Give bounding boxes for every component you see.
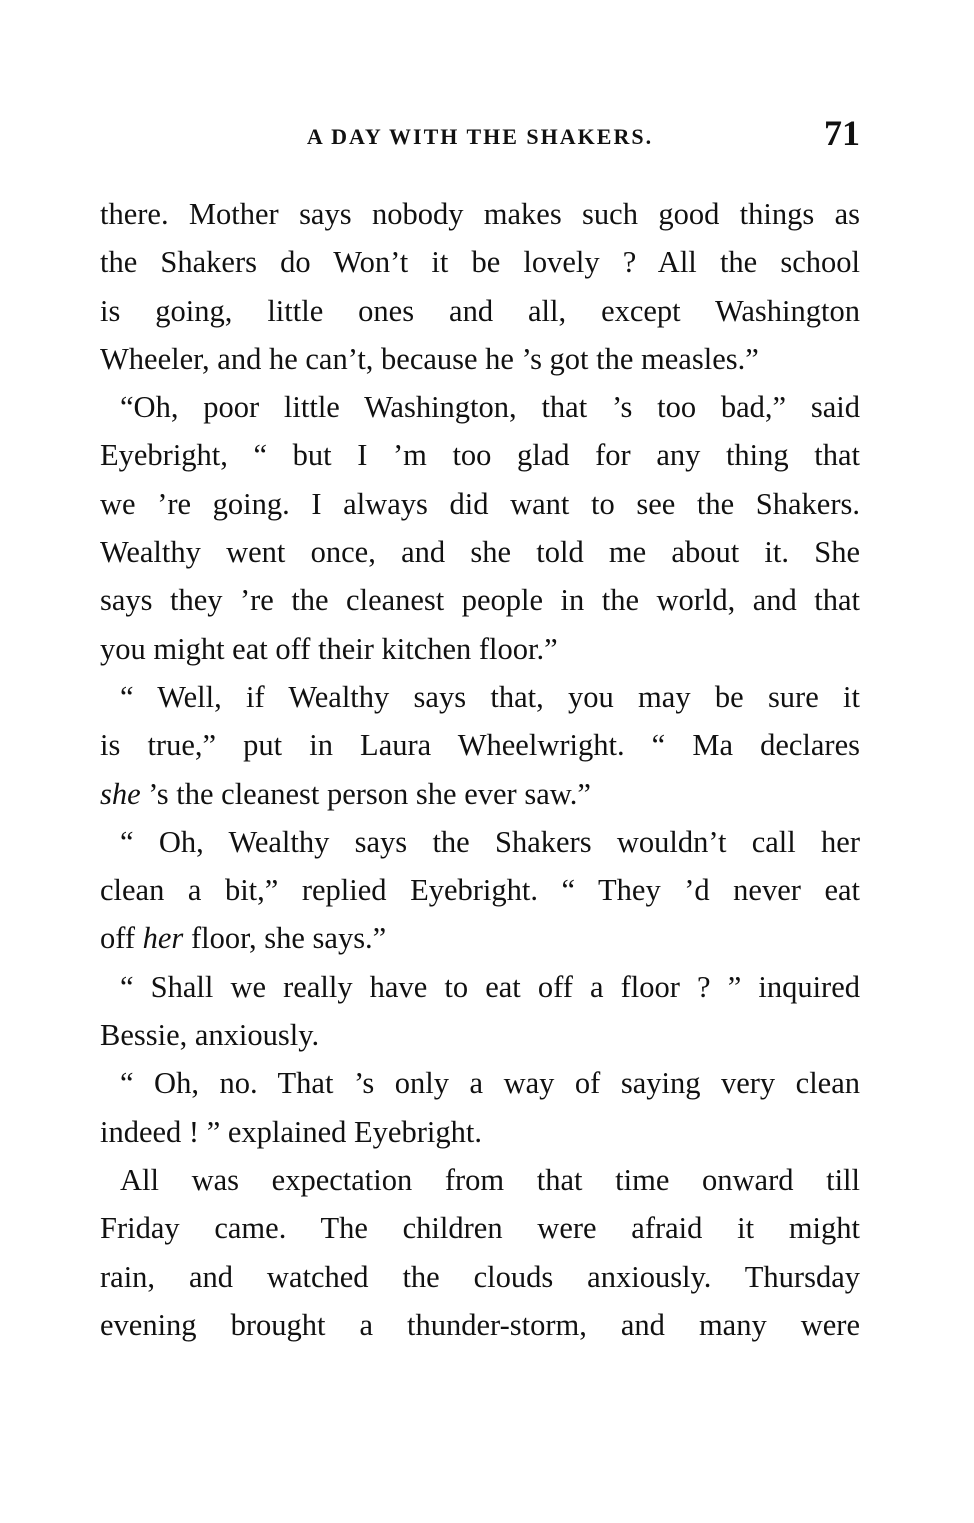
- text-line: Friday came. The children were afraid it might: [100, 1211, 860, 1246]
- text-line: “ Well, if Wealthy says that, you may be sure it: [120, 679, 860, 714]
- text-line: evening brought a thunder-storm, and many were: [100, 1307, 860, 1342]
- text-line: the Shakers do Won’t it be lovely ? All the school: [100, 245, 860, 280]
- text-line: Wheeler, and he can’t, because he ’s got the measles.”: [100, 341, 759, 376]
- line-start: off: [100, 921, 143, 956]
- text-line: there. Mother says nobody makes such good things as: [100, 197, 860, 231]
- text-line: “Oh, poor little Washington, that ’s too bad,” said: [120, 390, 860, 425]
- text-line: indeed ! ” explained Eyebright.: [100, 1114, 482, 1149]
- text-line: “ Shall we really have to eat off a floor ? ” inquired: [120, 969, 860, 1004]
- text-line: Wealthy went once, and she told me about it. She: [100, 535, 860, 570]
- text-line: [100, 914, 860, 962]
- text-line: we ’re going. I always did want to see the Shakers.: [100, 486, 860, 521]
- text-line: Bessie, anxiously.: [100, 1018, 320, 1053]
- line-rest: ’s the cleanest person she ever saw.”: [140, 776, 591, 811]
- text-line: [100, 770, 860, 818]
- text-line: “ Oh, no. That ’s only a way of saying very clean: [120, 1066, 860, 1101]
- running-head: [100, 112, 860, 162]
- line-rest: floor, she says.”: [183, 921, 387, 956]
- page-number: 71: [824, 113, 860, 153]
- text-line: All was expectation from that time onward till: [120, 1162, 860, 1197]
- body-text: [100, 190, 860, 1349]
- text-line: says they ’re the cleanest people in the world, and that: [100, 583, 860, 618]
- text-line: is going, little ones and all, except Washington: [100, 293, 860, 328]
- text-line: you might eat off their kitchen floor.”: [100, 631, 558, 666]
- text-line: rain, and watched the clouds anxiously. Thursday: [100, 1259, 860, 1294]
- text-line: is true,” put in Laura Wheelwright. “ Ma declares: [100, 728, 860, 763]
- italic-word: her: [142, 921, 184, 956]
- text-line: “ Oh, Wealthy says the Shakers wouldn’t call her: [120, 824, 860, 859]
- running-title: A DAY WITH THE SHAKERS.: [306, 124, 654, 149]
- text-line: clean a bit,” replied Eyebright. “ They ’d never eat: [100, 873, 860, 908]
- text-line: Eyebright, “ but I ’m too glad for any thing that: [100, 438, 860, 473]
- italic-word: she: [100, 776, 141, 811]
